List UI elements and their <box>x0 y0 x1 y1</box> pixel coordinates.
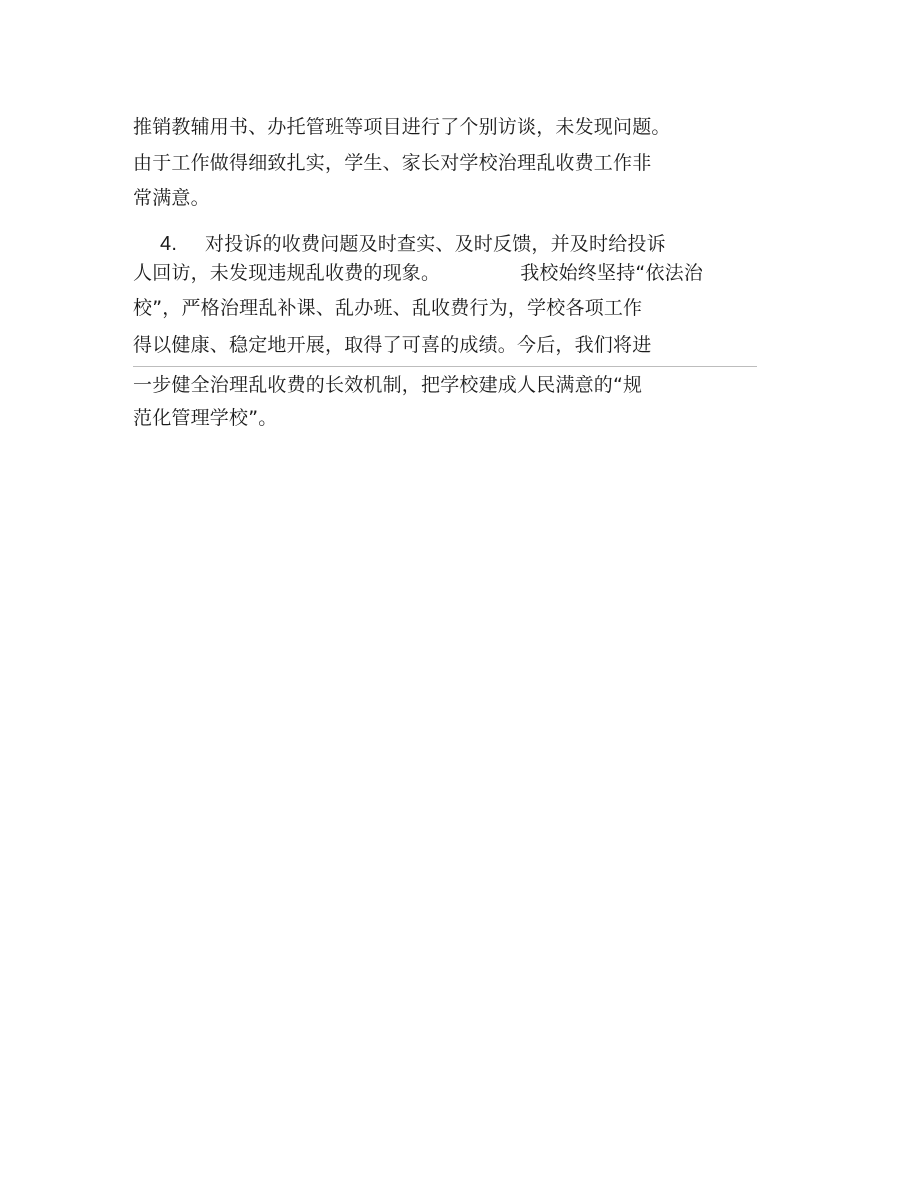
text-line-9: 范化管理学校”。 <box>133 407 278 429</box>
list-item-number: 4. <box>160 233 178 255</box>
text-line-3: 常满意。 <box>133 187 210 209</box>
text-line-1: 推销教辅用书、办托管班等项目进行了个别访谈，未发现问题。 <box>133 116 671 138</box>
list-item-text: 对投诉的收费问题及时查实、及时反馈，并及时给投诉 <box>205 233 666 255</box>
list-item-4 <box>160 232 666 256</box>
text-line-5 <box>133 261 703 285</box>
text-line-6: 校”，严格治理乱补课、乱办班、乱收费行为，学校各项工作 <box>133 297 643 319</box>
text-line-5-part-1: 人回访，未发现违规乱收费的现象。 <box>133 262 441 284</box>
text-line-5-part-2: 我校始终坚持“依法治 <box>520 262 704 284</box>
divider-line <box>133 366 757 367</box>
text-line-7: 得以健康、稳定地开展，取得了可喜的成绩。今后，我们将进 <box>133 334 652 356</box>
text-line-8: 一步健全治理乱收费的长效机制，把学校建成人民满意的“规 <box>133 374 643 396</box>
text-line-2: 由于工作做得细致扎实，学生、家长对学校治理乱收费工作非 <box>133 152 652 174</box>
